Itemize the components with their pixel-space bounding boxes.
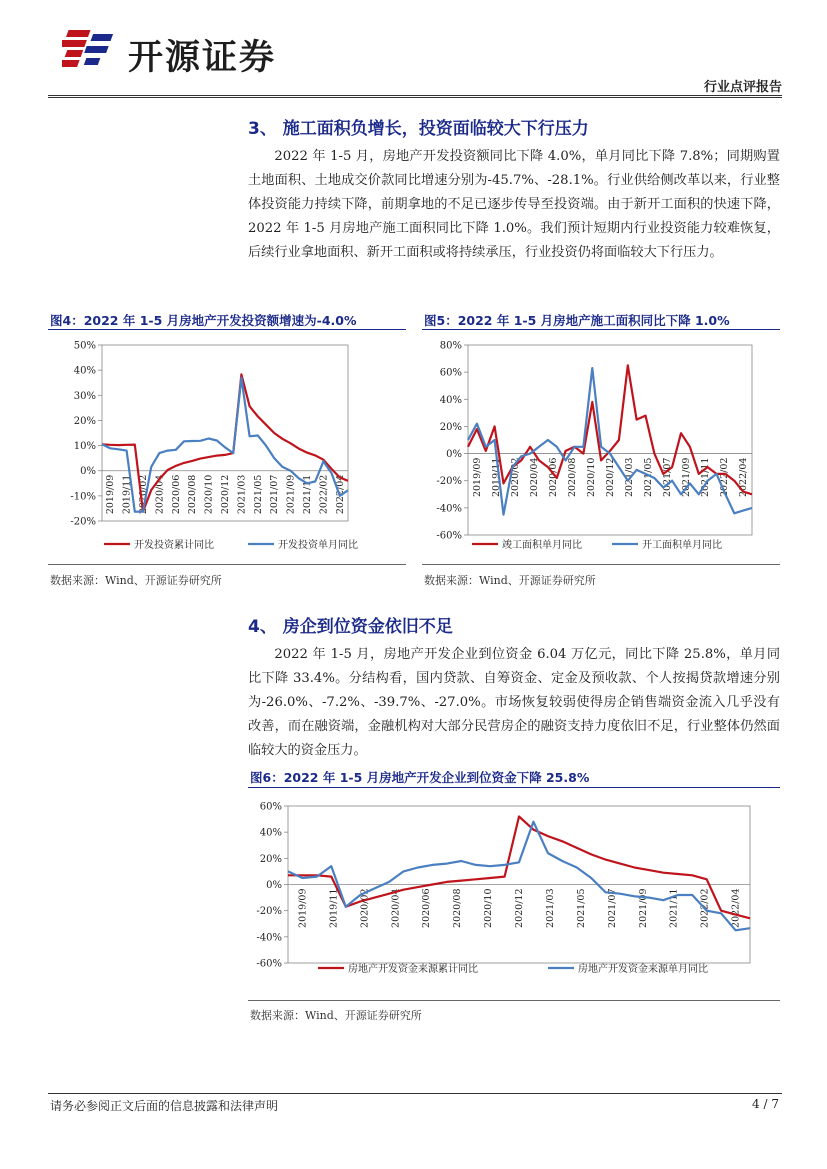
logo-icon <box>62 26 122 74</box>
y-tick-label: -20% <box>256 906 282 918</box>
x-tick-label: 2021/03 <box>624 457 636 498</box>
plot-frame <box>468 345 752 535</box>
x-tick-label: 2020/06 <box>170 474 182 515</box>
legend-label: 开发投资单月同比 <box>278 540 358 551</box>
y-tick-label: 0% <box>80 466 96 478</box>
chart-fig6 <box>248 791 780 991</box>
source-rule <box>48 564 406 565</box>
x-tick-label: 2020/04 <box>528 457 540 498</box>
chart-fig5 <box>422 333 780 561</box>
y-tick-label: -20% <box>70 516 96 528</box>
y-tick-label: 60% <box>439 367 462 379</box>
x-tick-label: 2020/04 <box>390 888 402 928</box>
x-tick-label: 2021/09 <box>285 474 297 515</box>
x-tick-label: 2020/12 <box>605 457 616 498</box>
x-tick-label: 2020/02 <box>359 888 371 928</box>
x-tick-label: 2020/06 <box>421 888 433 928</box>
section-body <box>248 145 780 265</box>
figure-rule <box>48 329 406 330</box>
y-tick-label: 0% <box>446 449 462 461</box>
x-tick-label: 2022/02 <box>719 457 731 498</box>
x-tick-label: 2021/09 <box>681 457 693 498</box>
x-tick-label: 2022/04 <box>730 888 742 928</box>
x-tick-label: 2021/07 <box>662 457 674 498</box>
x-tick-label: 2021/05 <box>643 457 655 498</box>
x-tick-label: 2020/02 <box>509 457 521 498</box>
figure-title: 图4：2022 年 1-5 月房地产开发投资额增速为-4.0% <box>50 313 357 328</box>
logo-text: 开源证券 <box>128 38 277 78</box>
x-tick-label: 2021/05 <box>575 888 587 928</box>
legend-label: 开工面积单月同比 <box>642 540 722 551</box>
figure-title: 图5：2022 年 1-5 月房地产施工面积同比下降 1.0% <box>424 313 730 328</box>
y-tick-label: -40% <box>256 932 282 944</box>
report-type: 行业点评报告 <box>703 80 782 95</box>
y-tick-label: 60% <box>259 801 282 813</box>
x-tick-label: 2021/11 <box>668 888 680 928</box>
source-rule <box>248 1000 780 1001</box>
x-tick-label: 2021/11 <box>302 474 313 515</box>
figure-rule <box>248 787 780 788</box>
x-tick-label: 2021/07 <box>269 474 281 515</box>
source-rule <box>422 564 780 565</box>
x-tick-label: 2021/09 <box>637 888 649 928</box>
figure-source: 数据来源：Wind、开源证券研究所 <box>424 574 596 587</box>
x-tick-label: 2021/07 <box>606 888 618 928</box>
y-tick-label: 40% <box>73 365 96 377</box>
x-tick-label: 2020/10 <box>483 888 495 928</box>
x-tick-label: 2019/09 <box>105 474 117 515</box>
section-body <box>248 643 780 763</box>
x-tick-label: 2020/12 <box>220 474 231 515</box>
y-tick-label: 0% <box>266 880 282 891</box>
y-tick-label: 20% <box>259 853 282 865</box>
figure-title: 图6：2022 年 1-5 月房地产开发企业到位资金下降 25.8% <box>250 770 590 785</box>
y-tick-label: 40% <box>439 394 462 406</box>
figure-source: 数据来源：Wind、开源证券研究所 <box>50 574 222 587</box>
y-tick-label: 40% <box>259 827 282 839</box>
x-tick-label: 2021/03 <box>544 888 556 928</box>
figure-rule <box>422 329 780 330</box>
x-tick-label: 2019/09 <box>297 888 309 928</box>
y-tick-label: 20% <box>439 421 462 433</box>
x-tick-label: 2020/08 <box>452 888 464 928</box>
x-tick-label: 2020/06 <box>547 457 559 498</box>
x-tick-label: 2021/05 <box>252 474 264 515</box>
y-tick-label: -60% <box>436 530 462 542</box>
legend-label: 竣工面积单月同比 <box>502 540 582 551</box>
x-tick-label: 2022/02 <box>318 474 330 515</box>
paragraph: 2022 年 1-5 月，房地产开发企业到位资金 6.04 万亿元，同比下降 25.8%，单月同比下降 33.4%。分结构看，国内贷款、自筹资金、定金及预收款、个人按揭贷款增速分别为-26.0%、-7.2%、-39.7%、-27.0%。市场恢复较弱使得房企销售端资金流入几乎没有改善，而在融资端，金融机构对大部分民营房企的融资支持力度依旧不足，行业整体仍然面临较大的资金压力。 <box>248 647 780 758</box>
y-tick-label: -10% <box>70 491 96 503</box>
x-tick-label: 2019/11 <box>490 457 502 498</box>
section-title: 4、 房企到位资金依旧不足 <box>248 617 453 637</box>
x-tick-label: 2021/11 <box>700 457 712 498</box>
chart-fig4 <box>48 333 406 561</box>
figure-source: 数据来源：Wind、开源证券研究所 <box>250 1009 422 1022</box>
x-tick-label: 2021/03 <box>236 474 248 515</box>
page-number: 4 / 7 <box>752 1097 779 1111</box>
x-tick-label: 2020/10 <box>203 474 215 515</box>
x-tick-label: 2019/09 <box>471 457 483 498</box>
footer-divider <box>48 1093 782 1094</box>
y-tick-label: -40% <box>436 503 462 515</box>
x-tick-label: 2020/12 <box>514 888 525 928</box>
footer-disclaimer: 请务必参阅正文后面的信息披露和法律声明 <box>50 1099 279 1113</box>
header-divider-double <box>48 97 782 98</box>
x-tick-label: 2022/02 <box>699 888 711 928</box>
x-tick-label: 2022/04 <box>334 474 346 515</box>
legend-label: 开发投资累计同比 <box>134 540 214 551</box>
y-tick-label: -20% <box>436 476 462 488</box>
x-tick-label: 2020/10 <box>585 457 597 498</box>
legend-label: 房地产开发资金来源单月同比 <box>578 964 708 975</box>
x-tick-label: 2020/04 <box>154 474 166 515</box>
y-tick-label: 50% <box>73 340 96 352</box>
section-title: 3、 施工面积负增长，投资面临较大下行压力 <box>248 119 589 139</box>
x-tick-label: 2019/11 <box>328 888 340 928</box>
x-tick-label: 2020/02 <box>138 474 149 515</box>
y-tick-label: 10% <box>73 441 96 453</box>
y-tick-label: 80% <box>439 340 462 352</box>
x-tick-label: 2019/11 <box>121 474 133 515</box>
legend-label: 房地产开发资金来源累计同比 <box>348 964 478 975</box>
y-tick-label: 20% <box>73 415 96 427</box>
header-divider <box>48 95 782 96</box>
paragraph: 2022 年 1-5 月，房地产开发投资额同比下降 4.0%，单月同比下降 7.8%；同期购置土地面积、土地成交价款同比增速分别为-45.7%、-28.1%。行业供给侧改革以来，行业整体投资能力持续下降，前期拿地的不足已逐步传导至投资端。由于新开工面积的快速下降，2022 年 1-5 月房地产施工面积同比下降 1.0%。我们预计短期内行业投资能力较难恢复，后续行业拿地面积、新开工面积或将持续承压，行业投资仍将面临较大下行压力。 <box>248 149 780 260</box>
y-tick-label: -60% <box>256 958 282 970</box>
x-tick-label: 2022/04 <box>738 457 750 498</box>
y-tick-label: 30% <box>73 390 96 402</box>
x-tick-label: 2020/08 <box>187 474 199 515</box>
x-tick-label: 2020/08 <box>566 457 578 498</box>
